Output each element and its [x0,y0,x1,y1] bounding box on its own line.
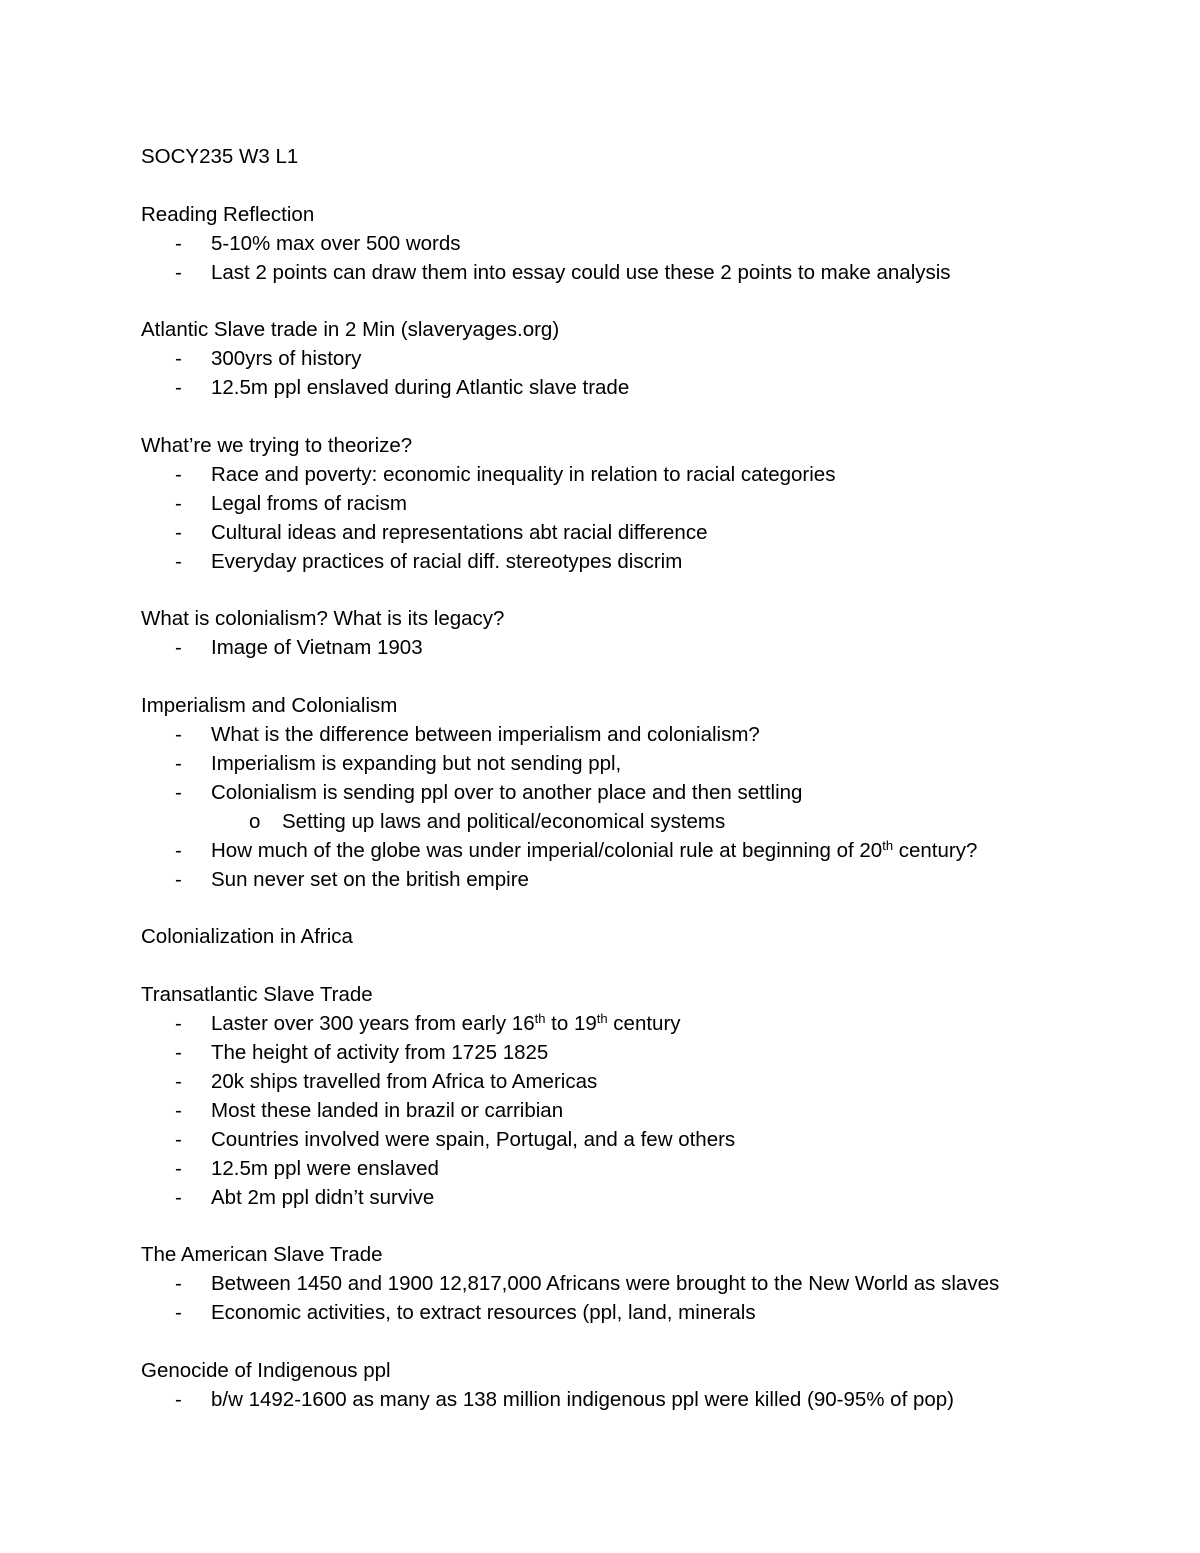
dash-bullet: - [175,780,182,804]
list-item [141,1096,1101,1125]
list-item-text: How much of the globe was under imperial/colonial rule at beginning of 20th century? [211,837,978,862]
section-heading-colonization-africa: Colonialization in Africa [141,925,353,948]
list-item-text: 12.5m ppl enslaved during Atlantic slave trade [211,376,630,399]
dash-bullet: - [175,347,182,370]
section-heading-american: The American Slave Trade [141,1243,383,1266]
list-item-text: Cultural ideas and representations abt racial difference [211,520,708,544]
section-heading-atlantic-2min: Atlantic Slave trade in 2 Min (slaveryages.org) [141,318,560,341]
list-item-text: Most these landed in brazil or carribian [211,1098,564,1122]
dash-bullet: - [175,1387,182,1411]
section-heading-theorize: What’re we trying to theorize? [141,433,413,457]
list-item [141,1067,1101,1096]
dash-bullet: - [175,1069,182,1093]
list-item [141,720,1101,749]
dash-bullet: - [175,376,182,399]
dash-bullet: - [175,231,182,255]
list-item [141,1269,1101,1298]
list-item-text: Sun never set on the british empire [211,867,529,891]
list-item [141,1038,1101,1067]
list-item [141,749,1101,778]
list-item-text: Abt 2m ppl didn’t survive [211,1185,435,1209]
dash-bullet: - [175,1272,182,1295]
list-item [141,460,1101,489]
dash-bullet: - [175,838,182,862]
dash-bullet: - [175,1098,182,1122]
dash-bullet: - [175,260,182,284]
dash-bullet: - [175,1040,182,1064]
section-heading-imperialism: Imperialism and Colonialism [141,693,398,717]
list-item [141,633,1101,662]
dash-bullet: - [175,751,182,775]
dash-bullet: - [175,1156,182,1180]
list-item [141,1298,1101,1327]
list-item-text: The height of activity from 1725 1825 [211,1040,549,1064]
list-item-text: 20k ships travelled from Africa to Americas [211,1069,598,1093]
circle-bullet: o [249,809,261,833]
list-item-text: Race and poverty: economic inequality in relation to racial categories [211,462,836,486]
list-item [141,1009,1101,1038]
list-item-text: Countries involved were spain, Portugal, and a few others [211,1127,736,1151]
dash-bullet: - [175,1011,182,1035]
page-title: SOCY235 W3 L1 [141,145,299,168]
list-item [141,258,1101,287]
list-item [141,489,1101,518]
list-item-text: Laster over 300 years from early 16th to 19th century [211,1010,681,1035]
list-item-text: 300yrs of history [211,347,362,370]
dash-bullet: - [175,549,182,573]
section-heading-genocide: Genocide of Indigenous ppl [141,1358,391,1382]
list-item [141,1125,1101,1154]
list-item-text: Between 1450 and 1900 12,817,000 Africans were brought to the New World as slaves [211,1272,1000,1295]
list-item-text: Economic activities, to extract resources (ppl, land, minerals [211,1301,756,1324]
dash-bullet: - [175,462,182,486]
list-item [141,344,1101,373]
section-heading-colonialism-legacy: What is colonialism? What is its legacy? [141,607,505,630]
list-item [141,373,1101,402]
sub-list-item-text: Setting up laws and political/economical systems [282,809,726,833]
list-item [141,836,1101,865]
list-item [141,1183,1101,1212]
list-item-text: 12.5m ppl were enslaved [211,1156,439,1180]
list-item-text: Imperialism is expanding but not sending ppl, [211,751,622,775]
list-item-text: Last 2 points can draw them into essay could use these 2 points to make analysis [211,260,951,284]
list-item-text: Image of Vietnam 1903 [211,636,423,659]
list-item-text: Legal froms of racism [211,491,407,515]
list-item [141,518,1101,547]
dash-bullet: - [175,722,182,746]
document-body [141,142,1101,1414]
dash-bullet: - [175,636,182,659]
dash-bullet: - [175,491,182,515]
list-item-text: 5-10% max over 500 words [211,231,461,255]
sub-list-item [141,807,1101,836]
list-item [141,865,1101,894]
list-item-text: Everyday practices of racial diff. stereotypes discrim [211,549,683,573]
dash-bullet: - [175,867,182,891]
list-item [141,1154,1101,1183]
dash-bullet: - [175,1301,182,1324]
list-item-text: What is the difference between imperialism and colonialism? [211,722,760,746]
dash-bullet: - [175,520,182,544]
list-item [141,547,1101,576]
list-item-text: b/w 1492-1600 as many as 138 million indigenous ppl were killed (90-95% of pop) [211,1387,954,1411]
list-item [141,229,1101,258]
list-item [141,778,1101,807]
list-item-text: Colonialism is sending ppl over to another place and then settling [211,780,803,804]
dash-bullet: - [175,1127,182,1151]
list-item [141,1385,1101,1414]
section-heading-reading-reflection: Reading Reflection [141,202,315,226]
dash-bullet: - [175,1185,182,1209]
section-heading-transatlantic: Transatlantic Slave Trade [141,982,373,1006]
